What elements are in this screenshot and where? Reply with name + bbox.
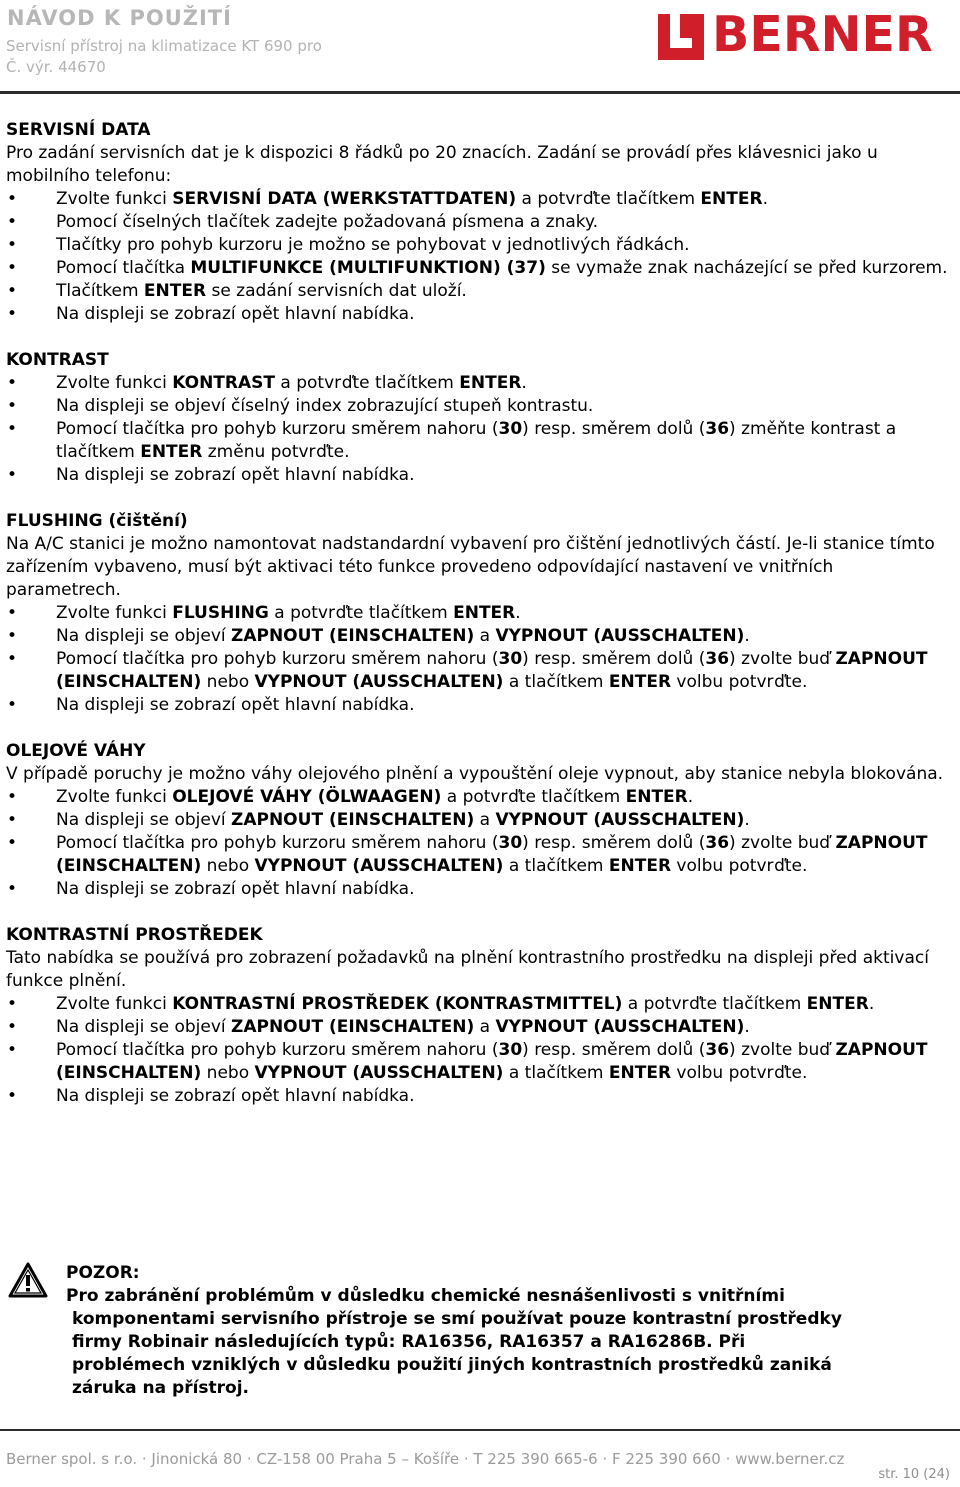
list-item: • Tlačítky pro pohyb kurzoru je možno se pohybovat v jednotlivých řádkách. (6, 234, 951, 257)
section-flushing (6, 510, 951, 717)
document-title: NÁVOD K POUŽITÍ (7, 6, 232, 30)
list-item: • Zvolte funkci KONTRASTNÍ PROSTŘEDEK (KONTRASTMITTEL) a potvrďte tlačítkem ENTER. (6, 993, 951, 1016)
list-item: • Zvolte funkci OLEJOVÉ VÁHY (ÖLWAAGEN) a potvrďte tlačítkem ENTER. (6, 786, 951, 809)
list-item: • Na displeji se zobrazí opět hlavní nabídka. (6, 694, 951, 717)
warning-line: problémech vzniklých v důsledku použití jiných kontrastních prostředků zaniká (72, 1355, 832, 1375)
document-body (6, 119, 951, 1108)
product-name: Servisní přístroj na klimatizace KT 690 pro (6, 37, 322, 55)
bullet-list (6, 372, 951, 487)
warning-text (66, 1262, 946, 1400)
list-item: • Pomocí tlačítka pro pohyb kurzoru směrem nahoru (30) resp. směrem dolů (36) změňte kontrast a tlačítkem ENTER změnu potvrďte. (6, 418, 951, 464)
section-kontrastni-prostredek (6, 924, 951, 1108)
warning-line: firmy Robinair následujících typů: RA16356, RA16357 a RA16286B. Při (72, 1332, 746, 1352)
footer-divider (0, 1429, 960, 1431)
list-item: • Na displeji se objeví číselný index zobrazující stupeň kontrastu. (6, 395, 951, 418)
section-intro: V případě poruchy je možno váhy olejového plnění a vypouštění oleje vypnout, aby stanice nebyla blokována. (6, 764, 944, 784)
list-item: • Na displeji se zobrazí opět hlavní nabídka. (6, 464, 951, 487)
header-divider (0, 91, 960, 94)
warning-line: záruka na přístroj. (72, 1378, 250, 1398)
article-number: Č. výr. 44670 (6, 58, 106, 76)
section-intro: Na A/C stanici je možno namontovat nadstandardní vybavení pro čištění jednotlivých částí. Je-li stanice tímto zařízením vybaveno, musí být aktivaci této funkce provedeno odpovídající nastavení ve vnitřních parametrech. (6, 534, 935, 600)
footer-address: Berner spol. s r.o. · Jinonická 80 · CZ-158 00 Praha 5 – Košíře · T 225 390 665-6 · F 225 390 660 · www.berner.cz (6, 1450, 845, 1468)
list-item: • Na displeji se objeví ZAPNOUT (EINSCHALTEN) a VYPNOUT (AUSSCHALTEN). (6, 809, 951, 832)
list-item: • Zvolte funkci KONTRAST a potvrďte tlačítkem ENTER. (6, 372, 951, 395)
page-header (0, 0, 960, 96)
berner-logo-mark-icon (658, 14, 704, 60)
bullet-list (6, 188, 951, 326)
warning-line: Pro zabránění problémům v důsledku chemické nesnášenlivosti s vnitřními (66, 1286, 785, 1306)
list-item: • Pomocí tlačítka MULTIFUNKCE (MULTIFUNKTION) (37) se vymaže znak nacházející se před kurzorem. (6, 257, 951, 280)
section-heading: KONTRAST (6, 350, 109, 370)
list-item: • Na displeji se objeví ZAPNOUT (EINSCHALTEN) a VYPNOUT (AUSSCHALTEN). (6, 625, 951, 648)
section-intro: Tato nabídka se používá pro zobrazení požadavků na plnění kontrastního prostředku na displeji před aktivací funkce plnění. (6, 948, 929, 991)
section-intro: Pro zadání servisních dat je k dispozici 8 řádků po 20 znacích. Zadání se provádí přes klávesnici jako u mobilního telefonu: (6, 143, 878, 186)
page-number: str. 10 (24) (878, 1467, 950, 1482)
list-item: • Pomocí tlačítka pro pohyb kurzoru směrem nahoru (30) resp. směrem dolů (36) zvolte buď ZAPNOUT (EINSCHALTEN) nebo VYPNOUT (AUSSCHALTEN) a tlačítkem ENTER volbu potvrďte. (6, 648, 951, 694)
section-heading: FLUSHING (čištění) (6, 511, 188, 531)
list-item: • Na displeji se zobrazí opět hlavní nabídka. (6, 878, 951, 901)
warning-triangle-icon (8, 1262, 48, 1298)
list-item: • Pomocí číselných tlačítek zadejte požadovaná písmena a znaky. (6, 211, 951, 234)
berner-logo-text: BERNER (712, 6, 933, 63)
section-heading: SERVISNÍ DATA (6, 120, 151, 140)
section-kontrast (6, 349, 951, 487)
warning-line: komponentami servisního přístroje se smí používat pouze kontrastní prostředky (72, 1309, 842, 1329)
list-item: • Na displeji se objeví ZAPNOUT (EINSCHALTEN) a VYPNOUT (AUSSCHALTEN). (6, 1016, 951, 1039)
list-item: • Zvolte funkci SERVISNÍ DATA (WERKSTATTDATEN) a potvrďte tlačítkem ENTER. (6, 188, 951, 211)
section-heading: OLEJOVÉ VÁHY (6, 741, 146, 761)
bullet-list (6, 786, 951, 901)
bullet-list (6, 602, 951, 717)
document-subtitle (6, 36, 322, 78)
list-item: • Pomocí tlačítka pro pohyb kurzoru směrem nahoru (30) resp. směrem dolů (36) zvolte buď ZAPNOUT (EINSCHALTEN) nebo VYPNOUT (AUSSCHALTEN) a tlačítkem ENTER volbu potvrďte. (6, 832, 951, 878)
list-item: • Na displeji se zobrazí opět hlavní nabídka. (6, 303, 951, 326)
warning-box (6, 1262, 951, 1402)
section-servisni-data (6, 119, 951, 326)
section-olejove-vahy (6, 740, 951, 901)
list-item: • Tlačítkem ENTER se zadání servisních dat uloží. (6, 280, 951, 303)
bullet-list (6, 993, 951, 1108)
section-heading: KONTRASTNÍ PROSTŘEDEK (6, 925, 263, 945)
berner-logo (658, 6, 958, 64)
list-item: • Pomocí tlačítka pro pohyb kurzoru směrem nahoru (30) resp. směrem dolů (36) zvolte buď ZAPNOUT (EINSCHALTEN) nebo VYPNOUT (AUSSCHALTEN) a tlačítkem ENTER volbu potvrďte. (6, 1039, 951, 1085)
warning-title: POZOR: (66, 1263, 140, 1283)
warning-body (66, 1285, 946, 1400)
list-item: • Na displeji se zobrazí opět hlavní nabídka. (6, 1085, 951, 1108)
list-item: • Zvolte funkci FLUSHING a potvrďte tlačítkem ENTER. (6, 602, 951, 625)
